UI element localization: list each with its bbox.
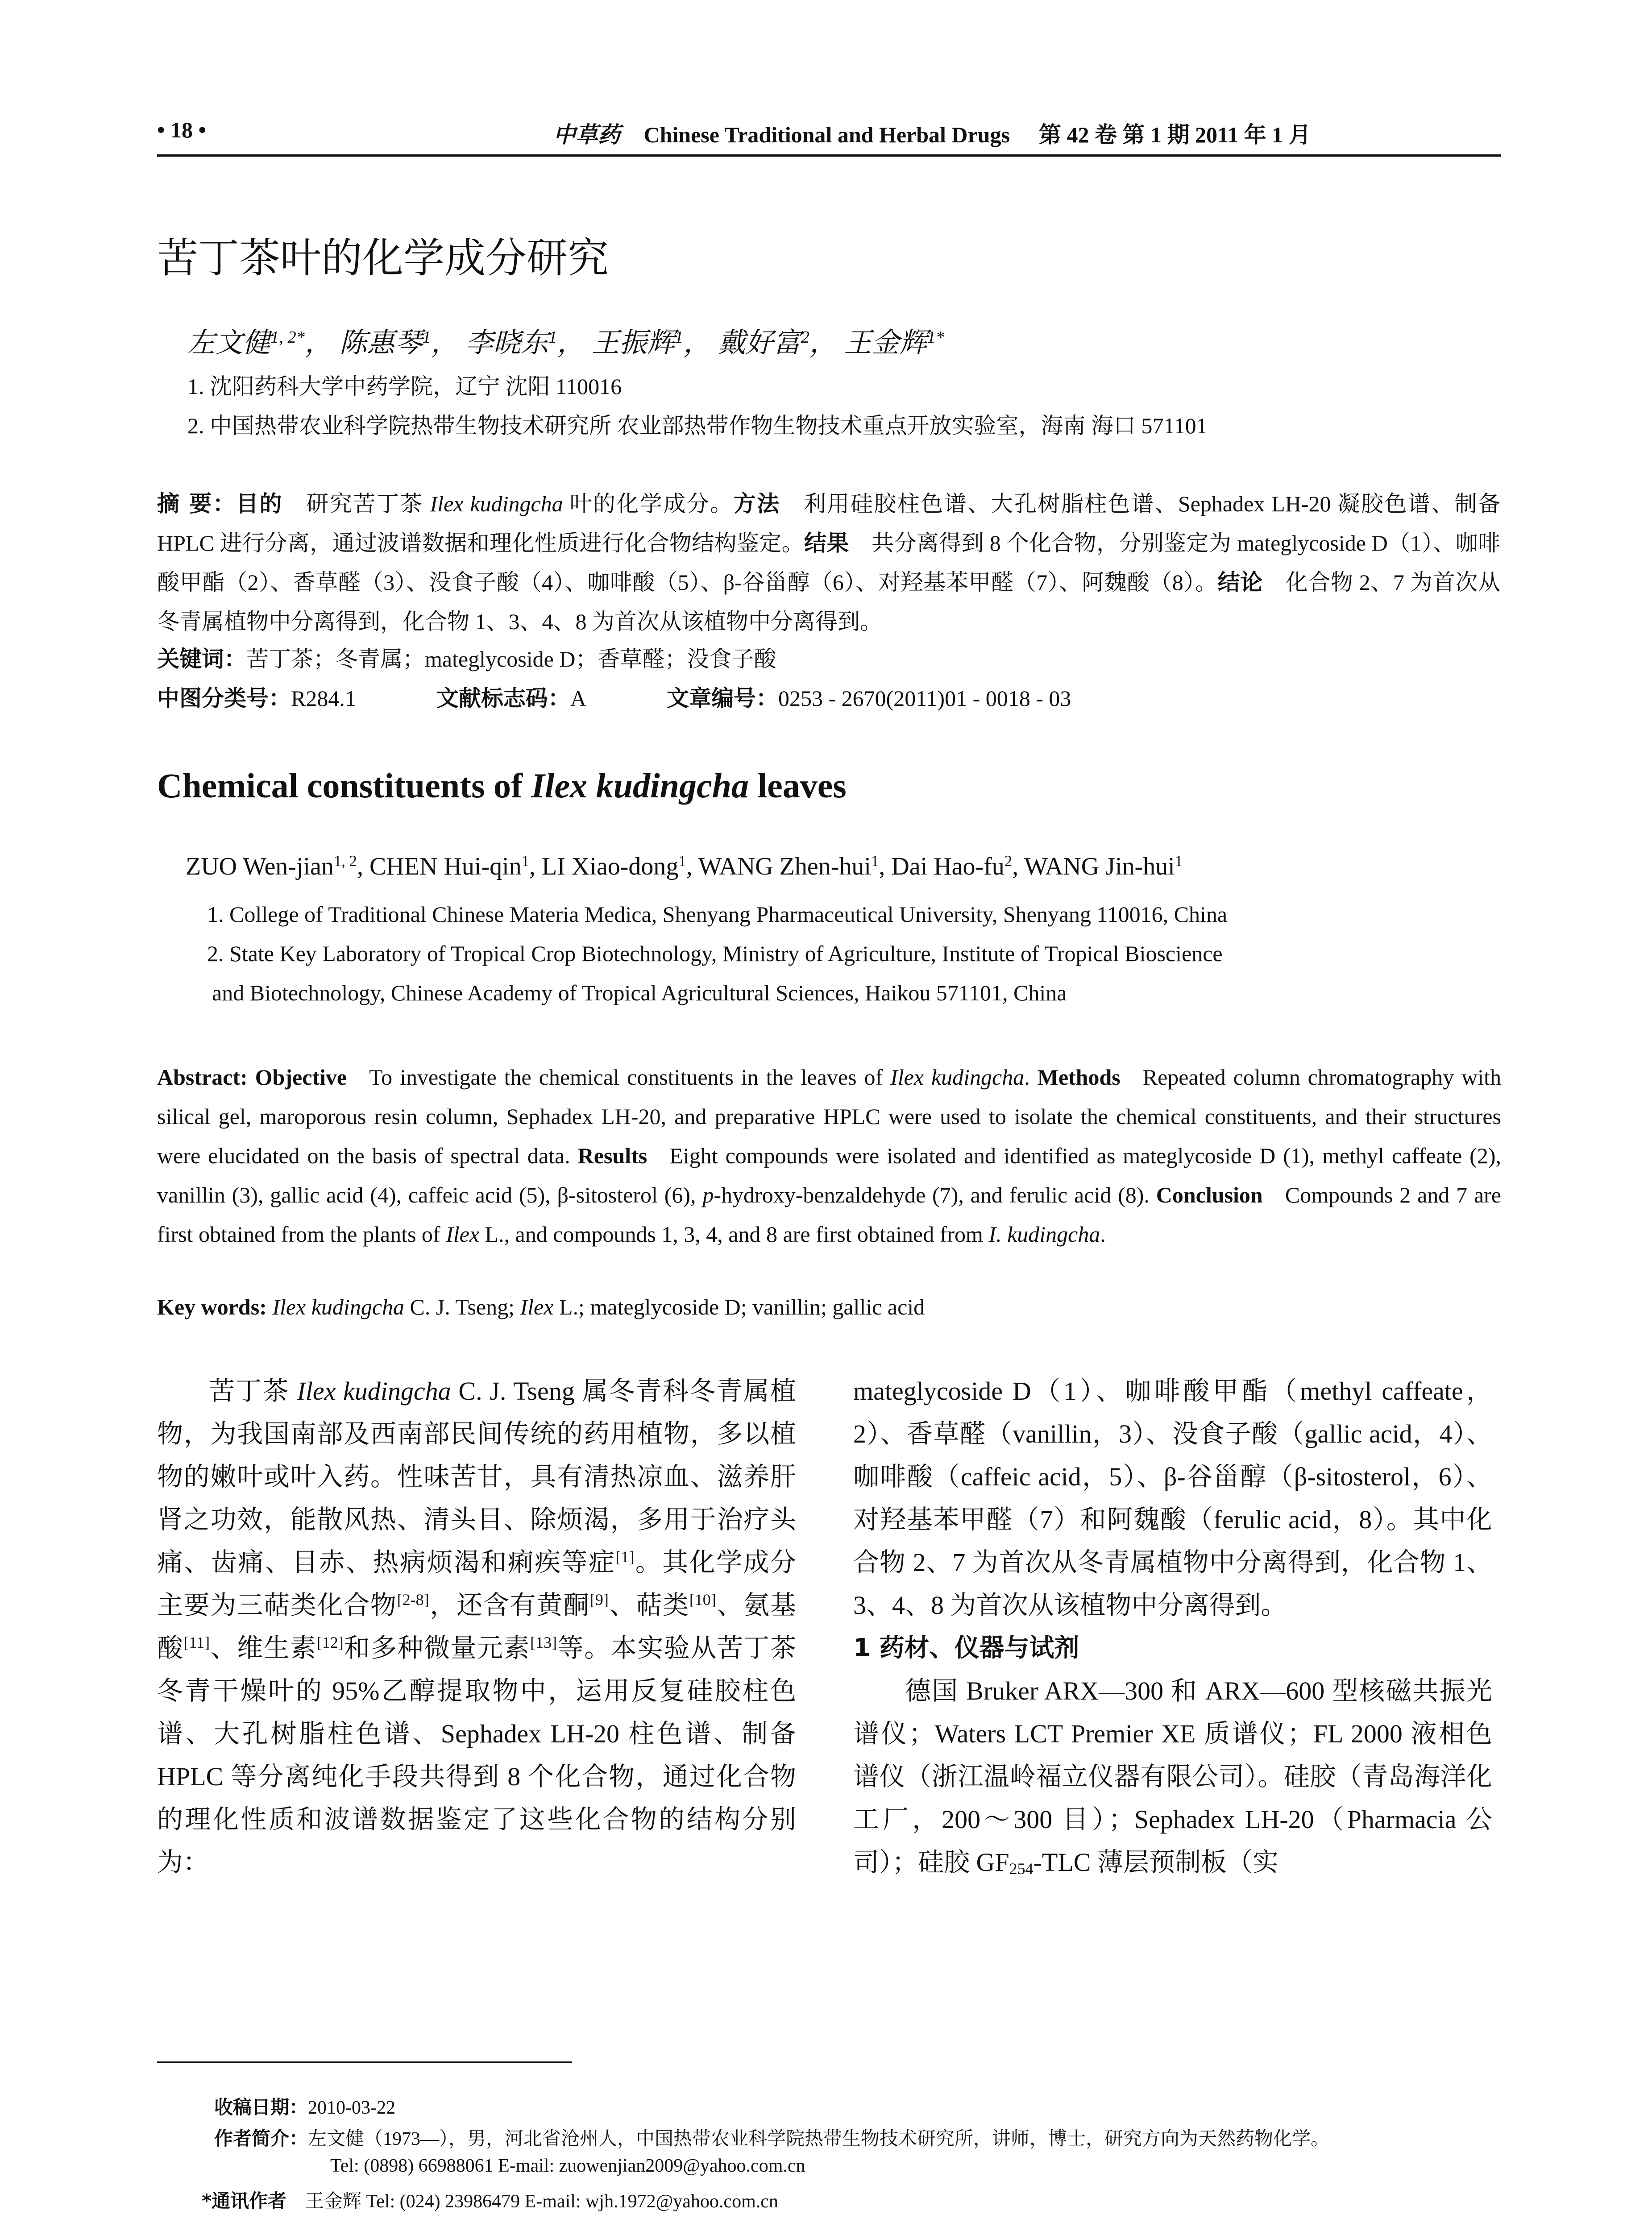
en-keywords-label: Key words: [157,1294,267,1319]
body-text: 和多种微量元素 [343,1634,531,1663]
cn-methods-label: 方法 [733,491,780,517]
author-affiliation-mark: 1 [521,852,530,870]
cn-title: 苦丁茶叶的化学成分研究 [157,234,609,282]
body-paragraph [853,1670,1492,1884]
author-name: CHEN Hui-qin [369,853,522,880]
corresponding-text: 王金辉 Tel: (024) 23986479 E-mail: wjh.1972@yahoo.com.cn [305,2191,778,2212]
body-text: 、氨基酸 [157,1591,796,1663]
footnote-corresponding [202,2186,778,2213]
bio-label: 作者简介： [214,2127,308,2149]
cn-conclusion-text: 化合物 2、7 为首次从冬青属植物中分离得到，化合物 1、3、4、8 为首次从该植物中分离得到。 [157,570,1500,634]
author-affiliation-mark: 1 [548,328,557,347]
en-affiliation-2-continued: and Biotechnology, Chinese Academy of Tropical Agricultural Sciences, Haikou 571101, China [212,980,1067,1005]
en-affiliation-1: 1. College of Traditional Chinese Materia Medica, Shenyang Pharmaceutical University, Shenyang 110016, China [207,902,1228,927]
en-title-text: Chemical constituents of [157,766,531,805]
en-methods-text: Repeated column chromatography with silical gel, maroporous resin column, Sephadex LH-20, and preparative HPLC were used to isolate the chemical constituents, and their structures were elucidated on the basis of spectral data. [157,1065,1502,1168]
author-affiliation-mark: 1, 2 [333,852,357,870]
body-column-left [157,1370,796,1884]
species-name: Ilex kudingcha [531,766,749,805]
footnote-author-bio [214,2124,1329,2151]
journal-name-cn: 中草药 [553,122,620,147]
author-name: 李晓东 [465,328,549,358]
author-affiliation-mark: 1 [678,852,686,870]
en-results-label: Results [577,1143,648,1168]
cn-objective-label: 目的 [236,491,283,517]
cn-results-label: 结果 [804,530,849,556]
en-title [157,766,847,806]
en-affiliation-2: 2. State Key Laboratory of Tropical Crop Biotechnology, Ministry of Agriculture, Institute of Tropical Bioscience [207,941,1223,966]
cn-keywords-label: 关键词： [157,646,246,672]
en-objective-label: Objective [255,1065,347,1090]
citation: [12] [316,1634,344,1652]
body-paragraph [157,1370,796,1884]
en-abstract [157,1057,1501,1254]
author-name: Dai Hao-fu [891,853,1004,880]
cn-results-text: 共分离得到 8 个化合物，分别鉴定为 mateglycoside D（1）、咖啡酸甲酯（2）、香草醛（3）、没食子酸（4）、咖啡酸（5）、β-谷甾醇（6）、对羟基苯甲醛（7）、阿魏酸（8）。 [157,531,1501,595]
received-date: 2010-03-22 [308,2098,395,2118]
journal-title [553,117,1311,149]
en-results-text: -hydroxy-benzaldehyde (7), and ferulic acid (8). [714,1182,1150,1207]
genus-name: Ilex [520,1294,554,1319]
cn-affiliation-2: 2. 中国热带农业科学院热带生物技术研究所 农业部热带作物生物技术重点开放实验室，海南 海口 571101 [187,413,1208,438]
author-affiliation-mark: 2 [801,328,809,347]
citation: [13] [530,1634,557,1652]
en-title-text: leaves [749,766,847,805]
en-keywords-text: L.; mateglycoside D; vanillin; gallic acid [553,1294,925,1319]
en-author-list: ZUO Wen-jian$^{1, 2}$, CHEN Hui-qin$^1$, LI Xiao-dong$^1$, WANG Zhen-hui$^1$, Dai Hao-$fu^2$, WANG Jin-hui$^1$ [186,852,1183,880]
author-name: LI Xiao-dong [542,853,679,880]
cn-objective-text: 叶的化学成分。 [563,491,734,516]
cn-affiliation-1: 1. 沈阳药科大学中药学院，辽宁 沈阳 110016 [187,374,622,399]
author-name: 戴好富 [718,328,801,358]
citation: [1] [615,1548,635,1566]
author-affiliation-mark: 1 [1175,852,1183,870]
journal-issue: 第 42 卷 第 1 期 2011 年 1 月 [1038,122,1311,147]
body-text: 、萜类 [608,1591,689,1620]
para-prefix: p [702,1182,714,1207]
bio-text: 左文健（1973—），男，河北省沧州人，中国热带农业科学院热带生物技术研究所，讲师，博士，研究方向为天然药物化学。 [308,2129,1330,2149]
species-name: I. kudingcha [988,1222,1100,1247]
citation: [11] [183,1634,210,1652]
genus-name: Ilex [446,1222,480,1247]
body-text: -TLC 薄层预制板（实 [1033,1848,1278,1877]
class-value: R284.1 [291,686,356,711]
subscript: 254 [1009,1860,1034,1878]
body-text: 德国 Bruker ARX—300 和 ARX—600 型核磁共振光谱仪；Waters LCT Premier XE 质谱仪；FL 2000 液相色谱仪（浙江温岭福立仪器有限公司）。硅胶（青岛海洋化工厂，200～300 目）；Sephadex LH-20（Pharmacia 公司）；硅胶 GF [853,1676,1492,1877]
author-affiliation-mark: 1 [674,328,684,347]
citation: [2-8] [397,1591,429,1609]
class-label: 中图分类号： [157,685,291,711]
en-conclusion-text: Compounds 2 and 7 are first obtained from the plants of [157,1182,1501,1247]
species-name: Ilex kudingcha [890,1065,1025,1090]
article-number-label: 文章编号： [666,685,778,711]
author-affiliation-mark: 1* [927,328,944,347]
en-results-text: Eight compounds were isolated and identified as mateglycoside D (1), methyl caffeate (2), vanillin (3), gallic acid (4), caffeic acid (5), β-sitosterol (6), [157,1143,1501,1207]
author-name: 陈惠琴 [339,328,423,358]
en-methods-label: Methods [1037,1065,1121,1090]
received-label: 收稿日期： [214,2096,308,2118]
doc-code-value: A [570,686,586,711]
body-text: 、维生素 [210,1634,317,1663]
author-name: WANG Jin-hui [1024,853,1175,880]
footnote-received [214,2093,395,2119]
cn-methods-text: 利用硅胶柱色谱、大孔树脂柱色谱、Sephadex LH-20 凝胶色谱、制备 HPLC 进行分离，通过波谱数据和理化性质进行化合物结构鉴定。 [157,491,1501,556]
author-affiliation-mark: 2 [1004,852,1013,870]
body-text: 等。本实验从苦丁茶冬青干燥叶的 95%乙醇提取物中，运用反复硅胶柱色谱、大孔树脂柱色谱、Sephadex LH-20 柱色谱、制备 HPLC 等分离纯化手段共得到 8 个化合物，通过化合物的理化性质和波谱数据鉴定了这些化合物的结构分别为： [157,1634,796,1877]
en-conclusion-text: . [1100,1222,1106,1247]
author-affiliation-mark: 1, 2* [270,328,305,347]
cn-author-list: 左文健$^{1, 2*}$， 陈惠琴$^1$， 李晓东$^1$， 王振辉$^1$， 戴好富$^2$， 王金辉$^{1*}$ [187,328,944,358]
author-name: WANG Zhen-hui [698,853,871,880]
body-paragraph: mateglycoside D（1）、咖啡酸甲酯（methyl caffeate，2）、香草醛（vanillin，3）、没食子酸（gallic acid，4）、咖啡酸（caffeic acid，5）、β-谷甾醇（β-sitosterol，6）、对羟基苯甲醛（7）和阿魏酸（ferulic acid，8）。其中化合物 2、7 为首次从冬青属植物中分离得到，化合物 1、3、4、8 为首次从该植物中分离得到。 [853,1377,1492,1620]
cn-abstract [157,484,1500,641]
citation: [9] [589,1591,609,1609]
species-name: Ilex kudingcha [430,491,563,516]
corresponding-label: *通讯作者 [202,2190,286,2212]
cn-objective-text: 研究苦丁茶 [305,491,430,516]
cn-abstract-label: 摘 要： [157,491,237,517]
cn-conclusion-label: 结论 [1217,569,1263,595]
author-name: ZUO Wen-jian [186,853,334,880]
doc-code-label: 文献标志码： [436,685,570,711]
body-text: C. J. Tseng 属冬青科冬青属植物，为我国南部及西南部民间传统的药用植物，多以植物的嫩叶或叶入药。性味苦甘，具有清热凉血、滋养肝肾之功效，能散风热、清头目、除烦渴，多用于治疗头痛、齿痛、目赤、热病烦渴和痢疾等症 [157,1377,797,1577]
en-abstract-label: Abstract: [157,1065,248,1090]
cn-keywords [157,641,776,673]
species-name: Ilex kudingcha [297,1377,451,1406]
citation: [10] [689,1591,716,1609]
species-name: Ilex kudingcha [272,1294,405,1319]
en-conclusion-text: L., and compounds 1, 3, 4, and 8 are first obtained from [479,1222,989,1247]
en-conclusion-label: Conclusion [1156,1182,1263,1207]
footnote-contact: Tel: (0898) 66988061 E-mail: zuowenjian2009@yahoo.com.cn [330,2156,805,2176]
body-text: ，还含有黄酮 [429,1591,590,1620]
cn-classification [157,680,1071,713]
en-keywords-text: C. J. Tseng; [404,1294,520,1319]
journal-name-en: Chinese Traditional and Herbal Drugs [643,122,1010,147]
author-name: 王振辉 [591,328,675,358]
article-number-value: 0253 - 2670(2011)01 - 0018 - 03 [778,686,1071,711]
en-objective-text: . [1024,1065,1030,1090]
author-name: 左文健 [187,328,271,358]
body-text: 苦丁茶 [209,1377,297,1406]
author-name: 王金辉 [844,328,927,358]
en-objective-text: To investigate the chemical constituents in the leaves of [369,1065,891,1090]
running-header [157,117,1501,153]
body-column-right [853,1370,1492,1884]
en-keywords [157,1294,925,1320]
body-text: 。其化学成分主要为三萜类化合物 [157,1548,796,1620]
header-rule [157,154,1501,157]
section-heading: 1 药材、仪器与试剂 [853,1634,1079,1663]
footnote-rule [157,2061,572,2063]
page-number: • 18 • [157,117,207,142]
author-affiliation-mark: 1 [871,852,879,870]
cn-keywords-text: 苦丁茶；冬青属；mateglycoside D；香草醛；没食子酸 [246,647,776,672]
author-affiliation-mark: 1 [422,328,431,347]
